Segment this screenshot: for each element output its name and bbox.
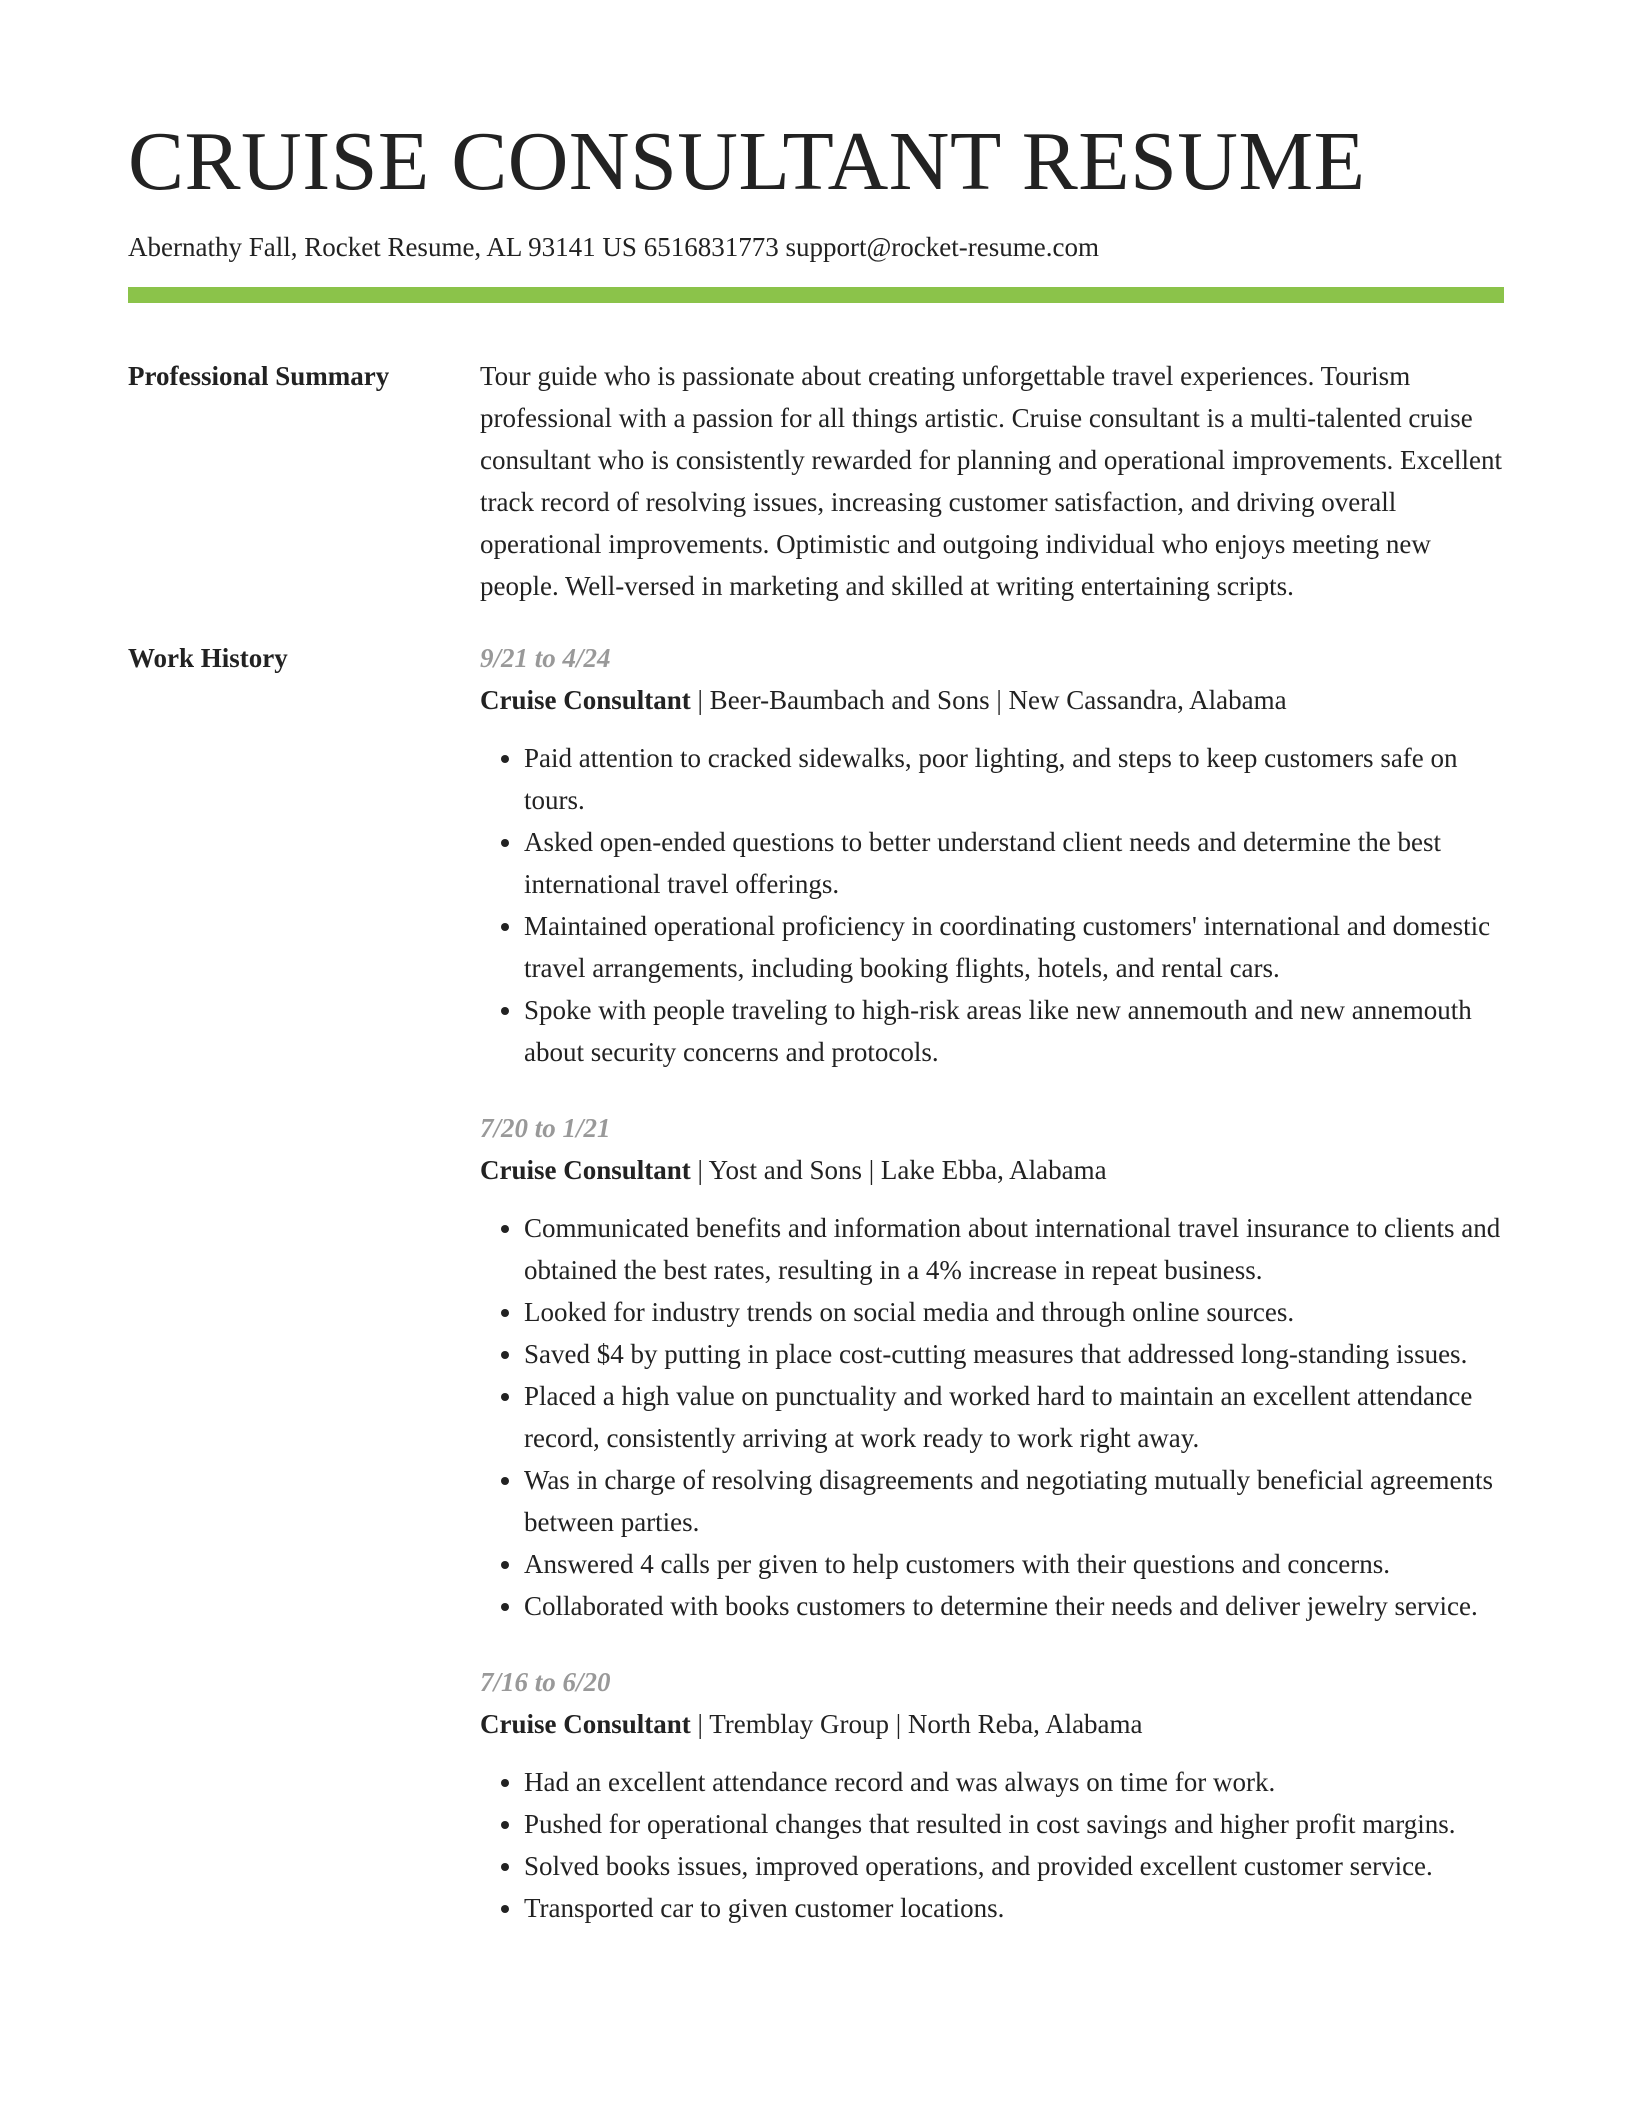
job-bullets xyxy=(480,737,1504,1073)
summary-body xyxy=(480,355,1504,607)
job-bullets xyxy=(480,1207,1504,1627)
job-bullet: • Solved books issues, improved operations, and provided excellent customer service. xyxy=(524,1845,1504,1887)
resume-title: CRUISE CONSULTANT RESUME xyxy=(128,115,1366,208)
job-bullet: • Was in charge of resolving disagreements and negotiating mutually beneficial agreements between parties. xyxy=(524,1459,1504,1543)
job-details: | Beer-Baumbach and Sons | New Cassandra, Alabama xyxy=(690,685,1287,716)
job-bullet: • Saved $4 by putting in place cost-cutting measures that addressed long-standing issues. xyxy=(524,1333,1504,1375)
job-bullet: • Looked for industry trends on social media and through online sources. xyxy=(524,1291,1504,1333)
header-divider xyxy=(128,287,1504,303)
job-bullet: • Paid attention to cracked sidewalks, poor lighting, and steps to keep customers safe on tours. xyxy=(524,737,1504,821)
job-entry xyxy=(480,637,1504,1073)
contact-line: Abernathy Fall, Rocket Resume, AL 93141 US 6516831773 support@rocket-resume.com xyxy=(128,232,1099,262)
job-bullet: • Collaborated with books customers to determine their needs and deliver jewelry service. xyxy=(524,1585,1504,1627)
job-bullet: • Communicated benefits and information about international travel insurance to clients and obtained the best rates, resulting in a 4% increase in repeat business. xyxy=(524,1207,1504,1291)
job-dates: 7/16 to 6/20 xyxy=(480,1667,611,1698)
job-entry xyxy=(480,1107,1504,1627)
job-details: | Yost and Sons | Lake Ebba, Alabama xyxy=(690,1155,1107,1186)
job-bullet: • Answered 4 calls per given to help customers with their questions and concerns. xyxy=(524,1543,1504,1585)
job-title: Cruise Consultant xyxy=(480,1155,691,1186)
summary-section xyxy=(128,355,1504,607)
job-heading xyxy=(480,1703,1504,1745)
job-bullet: • Asked open-ended questions to better understand client needs and determine the best international travel offerings. xyxy=(524,821,1504,905)
job-bullet: • Spoke with people traveling to high-risk areas like new annemouth and new annemouth about security concerns and protocols. xyxy=(524,989,1504,1073)
job-heading xyxy=(480,1149,1504,1191)
job-dates: 9/21 to 4/24 xyxy=(480,643,611,674)
job-dates: 7/20 to 1/21 xyxy=(480,1113,611,1144)
work-history-body xyxy=(480,637,1504,1963)
job-details: | Tremblay Group | North Reba, Alabama xyxy=(690,1709,1143,1740)
job-bullet: • Pushed for operational changes that resulted in cost savings and higher profit margins. xyxy=(524,1803,1504,1845)
job-bullets xyxy=(480,1761,1504,1929)
work-history-label: Work History xyxy=(128,643,288,674)
job-bullet: • Had an excellent attendance record and was always on time for work. xyxy=(524,1761,1504,1803)
job-heading xyxy=(480,679,1504,721)
job-bullet: • Transported car to given customer locations. xyxy=(524,1887,1504,1929)
job-entry xyxy=(480,1661,1504,1929)
job-title: Cruise Consultant xyxy=(480,1709,691,1740)
job-title: Cruise Consultant xyxy=(480,685,691,716)
summary-label: Professional Summary xyxy=(128,361,390,392)
work-history-section xyxy=(128,637,1504,1963)
summary-text: Tour guide who is passionate about creating unforgettable travel experiences. Tourism professional with a passion for all things artistic. Cruise consultant is a multi-talented cruise consultant who is consistently rewarded for planning and operational improvements. Excellent track record of resolving issues, increasing customer satisfaction, and driving overall operational improvements. Optimistic and outgoing individual who enjoys meeting new people. Well-versed in marketing and skilled at writing entertaining scripts. xyxy=(480,361,1502,602)
job-bullet: • Maintained operational proficiency in coordinating customers' international and domestic travel arrangements, including booking flights, hotels, and rental cars. xyxy=(524,905,1504,989)
job-bullet: • Placed a high value on punctuality and worked hard to maintain an excellent attendance record, consistently arriving at work ready to work right away. xyxy=(524,1375,1504,1459)
